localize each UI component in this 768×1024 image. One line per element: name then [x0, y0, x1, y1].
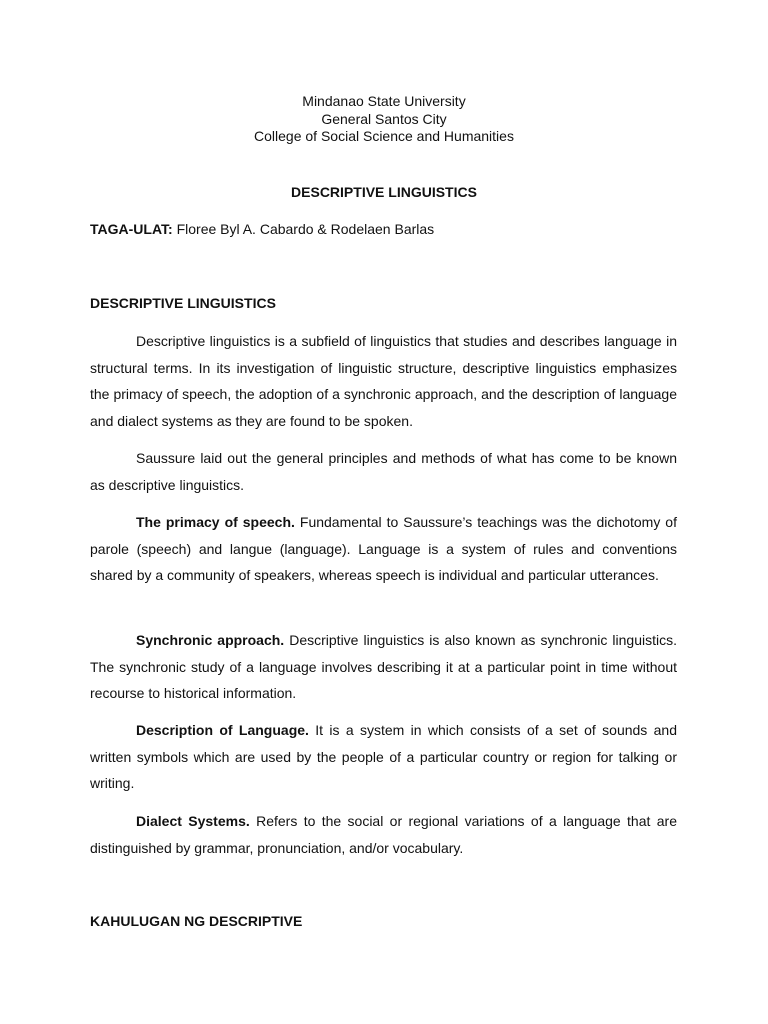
paragraph-text: Descriptive linguistics is also known as synchronic linguistics. The synchronic study of a language involves describing it at a particular point in time without recourse to historical information.: [90, 632, 677, 702]
paragraph-term: Dialect Systems.: [136, 813, 250, 829]
paragraph-synchronic-approach: [90, 627, 677, 707]
paragraph-term: The primacy of speech.: [136, 514, 295, 530]
paragraph-primacy-of-speech: [90, 509, 677, 589]
section-heading: KAHULUGAN NG DESCRIPTIVE: [90, 913, 303, 929]
paragraph-description-of-language: [90, 717, 677, 797]
city-name: General Santos City: [321, 110, 447, 127]
section-heading: DESCRIPTIVE LINGUISTICS: [90, 295, 276, 311]
reporters-label: TAGA-ULAT:: [90, 221, 173, 237]
paragraph-term: Description of Language.: [136, 722, 309, 738]
paragraph-text: It is a system in which consists of a set of sounds and written symbols which are used by the people of a particular country or region for talking or writing.: [90, 722, 677, 792]
paragraph-text: Descriptive linguistics is a subfield of linguistics that studies and describes language in structural terms. In its investigation of linguistic structure, descriptive linguistics emphasizes the primacy of speech, the adoption of a synchronic approach, and the description of language and dialect systems as they are found to be spoken.: [90, 333, 677, 430]
paragraph-text: Saussure laid out the general principles and methods of what has come to be known as descriptive linguistics.: [90, 450, 677, 493]
reporters-names: Floree Byl A. Cabardo & Rodelaen Barlas: [176, 221, 435, 237]
paragraph-dialect-systems: [90, 808, 677, 861]
paragraph-text: Fundamental to Saussure’s teachings was the dichotomy of parole (speech) and langue (language). Language is a system of rules and conventions shared by a community of speakers, whereas speech is individual and particular utterances.: [90, 514, 677, 584]
paragraph-term: Synchronic approach.: [136, 632, 285, 648]
university-name: Mindanao State University: [302, 93, 466, 109]
document-title: DESCRIPTIVE LINGUISTICS: [291, 184, 477, 200]
document-header: [0, 93, 768, 146]
college-name: College of Social Science and Humanities: [254, 128, 514, 144]
paragraph-text: Refers to the social or regional variations of a language that are distinguished by grammar, pronunciation, and/or vocabulary.: [90, 813, 677, 856]
paragraph-saussure: [90, 445, 677, 498]
reporters-line: [90, 220, 680, 238]
paragraph-definition: [90, 328, 677, 435]
